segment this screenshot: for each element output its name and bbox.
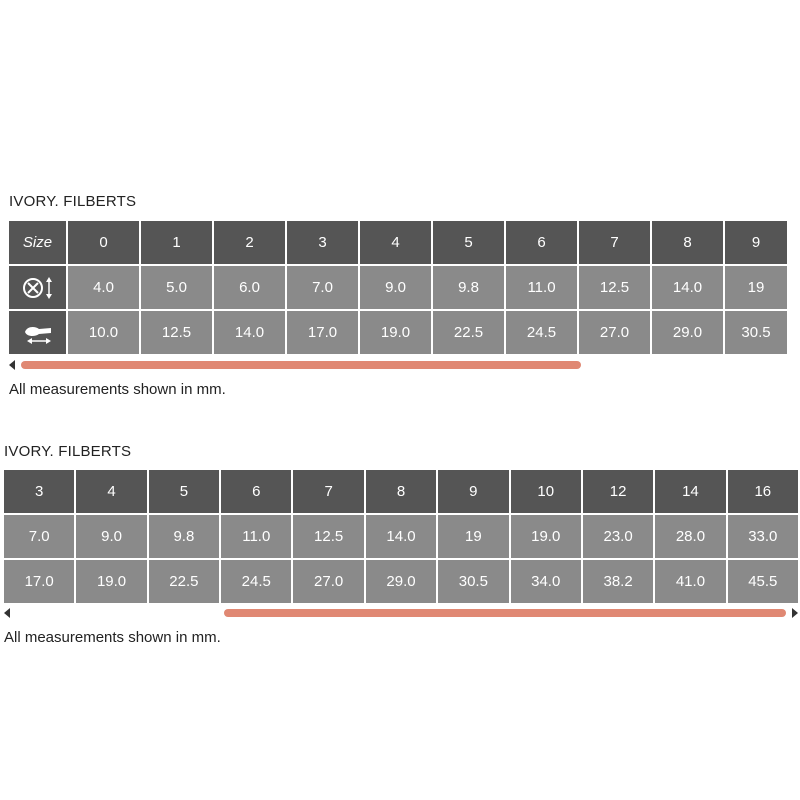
size-header-cell: 8 bbox=[366, 470, 436, 513]
size-header-cell: 3 bbox=[287, 221, 358, 264]
diameter-cell: 28.0 bbox=[655, 515, 725, 558]
size-table-1 bbox=[9, 221, 800, 354]
length-cell: 34.0 bbox=[511, 560, 581, 603]
length-cell: 12.5 bbox=[141, 311, 212, 354]
size-row-label: Size bbox=[9, 221, 66, 264]
diameter-cell: 19 bbox=[725, 266, 787, 309]
length-cell: 22.5 bbox=[433, 311, 504, 354]
diameter-cell: 19 bbox=[438, 515, 508, 558]
measurement-note: All measurements shown in mm. bbox=[9, 381, 226, 398]
table1-title: IVORY. FILBERTS bbox=[9, 193, 137, 210]
size-header-cell: 5 bbox=[433, 221, 504, 264]
size-header-cell: 9 bbox=[438, 470, 508, 513]
diameter-cell: 9.8 bbox=[149, 515, 219, 558]
length-cell: 19.0 bbox=[76, 560, 146, 603]
scroll-thumb[interactable] bbox=[224, 609, 786, 617]
circle-x-vertical-arrow-icon bbox=[21, 275, 55, 301]
diameter-cell: 5.0 bbox=[141, 266, 212, 309]
size-header-cell: 1 bbox=[141, 221, 212, 264]
size-header-cell: 8 bbox=[652, 221, 723, 264]
diameter-cell: 9.0 bbox=[76, 515, 146, 558]
diameter-cell: 11.0 bbox=[506, 266, 577, 309]
size-header-cell: 14 bbox=[655, 470, 725, 513]
diameter-cell: 7.0 bbox=[287, 266, 358, 309]
table1-scrollbar[interactable] bbox=[9, 361, 800, 371]
diameter-cell: 33.0 bbox=[728, 515, 798, 558]
diameter-cell: 19.0 bbox=[511, 515, 581, 558]
table2-title: IVORY. FILBERTS bbox=[4, 443, 132, 460]
length-cell: 22.5 bbox=[149, 560, 219, 603]
size-table-2 bbox=[4, 470, 798, 603]
scroll-left-arrow-icon[interactable] bbox=[9, 360, 15, 370]
diameter-cell: 23.0 bbox=[583, 515, 653, 558]
size-header-cell: 2 bbox=[214, 221, 285, 264]
scroll-right-arrow-icon[interactable] bbox=[792, 608, 798, 618]
table2-scrollbar[interactable] bbox=[4, 609, 798, 619]
diameter-cell: 14.0 bbox=[652, 266, 723, 309]
diameter-cell: 4.0 bbox=[68, 266, 139, 309]
size-header-cell: 5 bbox=[149, 470, 219, 513]
diameter-cell: 12.5 bbox=[293, 515, 363, 558]
size-header-cell: 7 bbox=[293, 470, 363, 513]
length-cell: 41.0 bbox=[655, 560, 725, 603]
length-cell: 24.5 bbox=[506, 311, 577, 354]
size-header-cell: 6 bbox=[506, 221, 577, 264]
brush-horizontal-arrow-icon bbox=[21, 320, 55, 346]
length-cell: 27.0 bbox=[293, 560, 363, 603]
length-cell: 29.0 bbox=[366, 560, 436, 603]
diameter-cell: 7.0 bbox=[4, 515, 74, 558]
diameter-cell: 6.0 bbox=[214, 266, 285, 309]
size-header-cell: 7 bbox=[579, 221, 650, 264]
diameter-cell: 9.0 bbox=[360, 266, 431, 309]
scroll-thumb[interactable] bbox=[21, 361, 581, 369]
diameter-cell: 9.8 bbox=[433, 266, 504, 309]
length-cell: 30.5 bbox=[438, 560, 508, 603]
length-cell: 10.0 bbox=[68, 311, 139, 354]
length-cell: 45.5 bbox=[728, 560, 798, 603]
length-cell: 30.5 bbox=[725, 311, 787, 354]
size-header-cell: 6 bbox=[221, 470, 291, 513]
size-header-cell: 4 bbox=[360, 221, 431, 264]
length-cell: 17.0 bbox=[4, 560, 74, 603]
diameter-cell: 12.5 bbox=[579, 266, 650, 309]
diameter-row-label bbox=[9, 266, 66, 309]
length-cell: 38.2 bbox=[583, 560, 653, 603]
length-cell: 19.0 bbox=[360, 311, 431, 354]
measurement-note: All measurements shown in mm. bbox=[4, 629, 221, 646]
scroll-left-arrow-icon[interactable] bbox=[4, 608, 10, 618]
size-header-cell: 0 bbox=[68, 221, 139, 264]
length-row-label bbox=[9, 311, 66, 354]
size-header-cell: 10 bbox=[511, 470, 581, 513]
size-header-cell: 4 bbox=[76, 470, 146, 513]
size-header-cell: 12 bbox=[583, 470, 653, 513]
length-cell: 14.0 bbox=[214, 311, 285, 354]
length-cell: 29.0 bbox=[652, 311, 723, 354]
length-cell: 17.0 bbox=[287, 311, 358, 354]
length-cell: 24.5 bbox=[221, 560, 291, 603]
diameter-cell: 11.0 bbox=[221, 515, 291, 558]
length-cell: 27.0 bbox=[579, 311, 650, 354]
diameter-cell: 14.0 bbox=[366, 515, 436, 558]
size-header-cell: 9 bbox=[725, 221, 787, 264]
size-header-cell: 3 bbox=[4, 470, 74, 513]
size-header-cell: 16 bbox=[728, 470, 798, 513]
